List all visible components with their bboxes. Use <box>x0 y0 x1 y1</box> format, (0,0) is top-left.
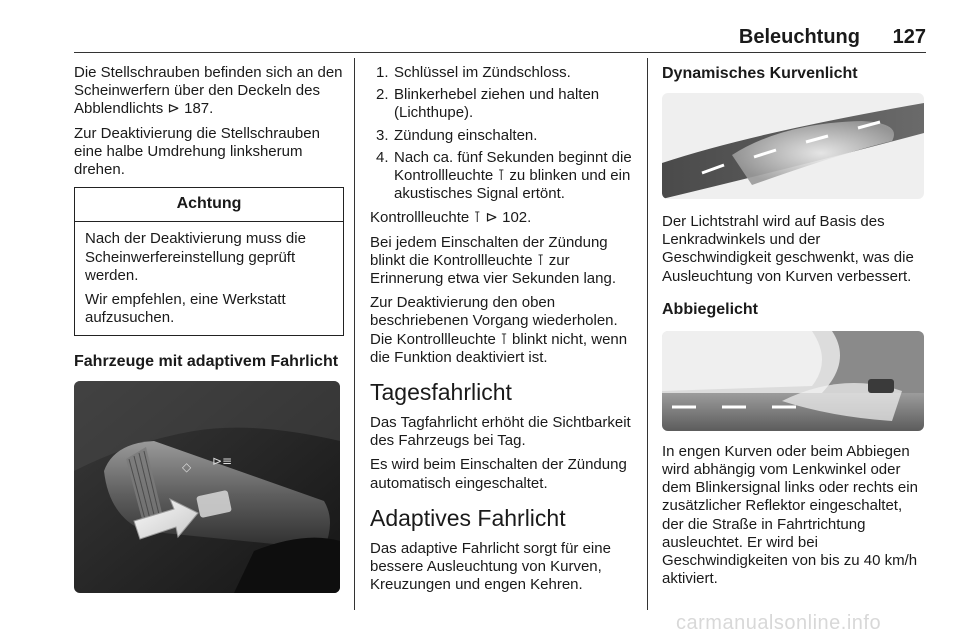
section-heading-tagesfahrlicht: Tagesfahrlicht <box>370 379 512 406</box>
subheading: Fahrzeuge mit adaptivem Fahrlicht <box>74 353 339 371</box>
list-item: 4. Nach ca. fünf Sekunden beginnt die Kontrollleuchte ⊺ zu blinken und ein akustisches Signal ertönt. <box>376 148 632 203</box>
subheading-kurvenlicht: Dynamisches Kurvenlicht <box>662 65 858 82</box>
column-2 <box>370 64 634 600</box>
list-item: 1. Schlüssel im Zündschloss. <box>376 64 571 81</box>
svg-text:⊳≡: ⊳≡ <box>212 454 233 469</box>
column-divider-2 <box>647 58 648 610</box>
paragraph: Das adaptive Fahrlicht sorgt für eine bessere Ausleuchtung von Kurven, Kreuzungen und engen Kehren. <box>370 539 611 594</box>
watermark: carmanualsonline.info <box>676 612 882 634</box>
paragraph: In engen Kurven oder beim Abbiegen wird abhängig vom Lenkwinkel oder dem Blinkersignal links oder rechts ein zusätzlicher Reflektor eingeschaltet, der die Straße in Fahrtrichtung ausleuchtet. Er wird bei Geschwindigkeiten von bis zu 40 km/h aktiviert. <box>662 442 918 588</box>
column-3 <box>662 64 926 594</box>
turning-light-illustration <box>662 331 924 431</box>
header-rule <box>74 52 926 53</box>
paragraph: Zur Deaktivierung den oben beschriebenen Vorgang wiederholen. Die Kontrollleuchte ⊺ blinkt nicht, wenn die Funktion deaktiviert ist. <box>370 294 628 366</box>
list-item: 2. Blinkerhebel ziehen und halten (Lichthupe). <box>376 86 600 122</box>
section-title: Beleuchtung <box>738 26 860 48</box>
warning-text: Nach der Deaktivierung muss die Scheinwerfereinstellung geprüft werden. <box>85 230 306 284</box>
warning-title: Achtung <box>75 188 343 222</box>
paragraph: Kontrollleuchte ⊺ ⊳ 102. <box>370 209 532 227</box>
list-item: 3. Zündung einschalten. <box>376 126 538 144</box>
step-list <box>370 64 634 203</box>
paragraph: Das Tagfahrlicht erhöht die Sichtbarkeit des Fahrzeugs bei Tag. <box>370 414 631 450</box>
paragraph: Die Stellschrauben befinden sich an den Scheinwerfern über den Deckeln des Abblendlichts ⊳ 187. <box>74 64 343 118</box>
svg-text:◇: ◇ <box>182 460 192 475</box>
subheading-abbiegelicht: Abbiegelicht <box>662 300 759 318</box>
stalk-illustration <box>74 381 340 593</box>
paragraph: Der Lichtstrahl wird auf Basis des Lenkradwinkels und der Geschwindigkeit geschwenkt, was die Ausleuchtung von Kurven verbessert. <box>662 213 914 285</box>
page-number: 127 <box>892 26 926 48</box>
paragraph: Es wird beim Einschalten der Zündung automatisch eingeschaltet. <box>370 456 627 492</box>
warning-text: Wir empfehlen, eine Werkstatt aufzusuchen. <box>85 291 286 327</box>
section-heading-adaptiv: Adaptives Fahrlicht <box>370 504 566 531</box>
cornering-light-illustration <box>662 93 924 199</box>
paragraph: Zur Deaktivierung die Stellschrauben eine halbe Umdrehung linksherum drehen. <box>74 124 320 179</box>
column-divider-1 <box>354 58 355 610</box>
paragraph: Bei jedem Einschalten der Zündung blinkt die Kontrollleuchte ⊺ zur Erinnerung etwa vier Sekunden lang. <box>370 233 616 288</box>
column-1 <box>74 64 344 593</box>
warning-box <box>74 187 344 336</box>
